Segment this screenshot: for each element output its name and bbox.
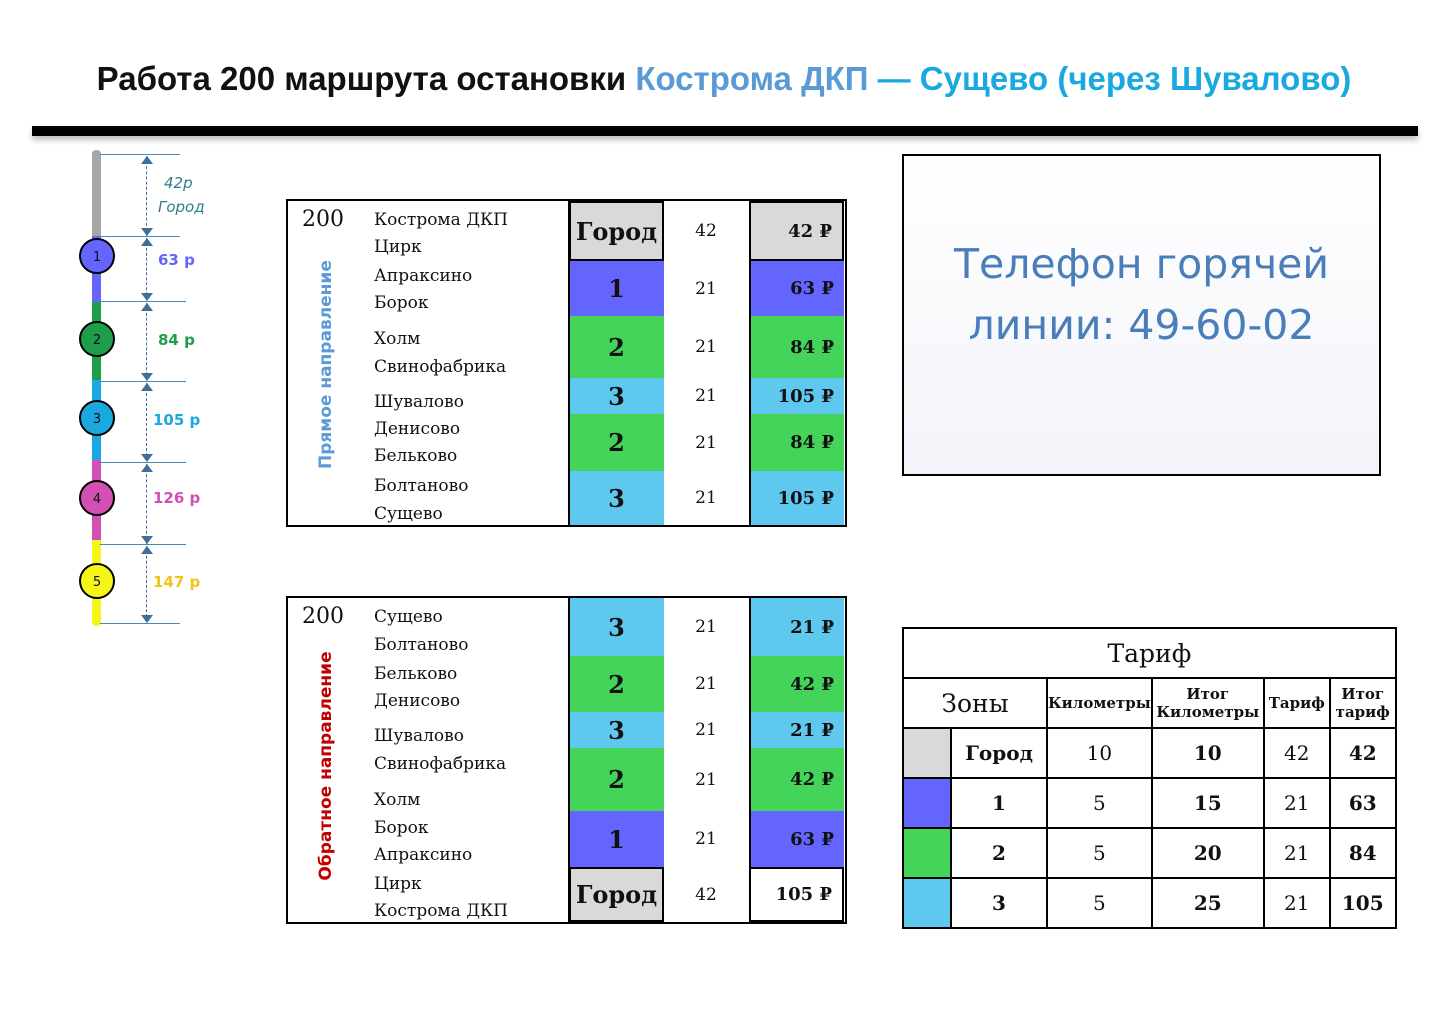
arrow-up-icon [141,546,153,554]
header-total-tariff: Итог тариф [1330,678,1396,728]
title-from: Кострома ДКП [635,60,869,97]
stop-name: Денисово [374,691,461,711]
stop-name: Цирк [374,874,422,894]
arrow-up-icon [141,238,153,246]
header-zones: Зоны [903,678,1047,728]
stop-name: Болтаново [374,635,469,655]
stop-name: Шувалово [374,726,464,746]
price-cell: 21 ₽ [749,712,844,748]
zone-1-price: 63 р [158,251,195,269]
page-title [0,60,1448,98]
price-cell: 42 ₽ [749,656,844,712]
km-cell: 21 [695,829,717,849]
title-dash: — [868,60,920,97]
column-divider [749,598,751,922]
arrow-down-icon [141,373,153,381]
stop-name: Борок [374,818,429,838]
km-cell: 21 [695,488,717,508]
zone-5-marker: 5 [79,563,115,599]
tariff-value: 21 [1264,778,1330,828]
km-cell: 21 [695,386,717,406]
stop-name: Холм [374,790,421,810]
stop-name: Денисово [374,419,461,439]
zone-cell: 2 [569,656,664,712]
city-label: Город [158,198,205,216]
forward-route-table [286,199,847,527]
stop-name: Сущево [374,607,443,627]
tariff-value: 42 [1264,728,1330,778]
tariff-total-km: 15 [1152,778,1264,828]
tariff-total: 84 [1330,828,1396,878]
arrow-up-icon [141,464,153,472]
price-cell: 105 ₽ [749,378,844,414]
header-total-km: Итог Километры [1152,678,1264,728]
km-cell: 21 [695,720,717,740]
tariff-km: 10 [1047,728,1152,778]
tariff-value: 21 [1264,828,1330,878]
boundary-line [100,462,186,463]
zone-5-price: 147 р [153,573,201,591]
zone-cell: 3 [569,598,664,656]
arrow-down-icon [141,536,153,544]
hotline-box [902,154,1381,476]
tariff-total: 63 [1330,778,1396,828]
km-cell: 42 [695,221,717,241]
span-arrow [146,156,147,236]
stop-name: Болтаново [374,476,469,496]
stop-name: Холм [374,329,421,349]
zone-color-swatch [903,728,951,778]
title-to: Сущево (через Шувалово) [919,60,1352,97]
price-cell: 63 ₽ [749,261,844,316]
column-divider [568,598,570,922]
stop-name: Сущево [374,504,443,524]
arrow-up-icon [141,383,153,391]
tariff-zone: 1 [951,778,1047,828]
price-cell: 84 ₽ [749,316,844,378]
km-cell: 21 [695,337,717,357]
stop-name: Бельково [374,664,458,684]
stop-name: Цирк [374,237,422,257]
price-cell: 21 ₽ [749,598,844,656]
tariff-total: 42 [1330,728,1396,778]
column-divider [568,201,570,525]
price-cell: 84 ₽ [749,414,844,471]
tariff-total-km: 20 [1152,828,1264,878]
tariff-zone: 3 [951,878,1047,928]
span-arrow [146,238,147,300]
header-km: Километры [1047,678,1152,728]
tariff-table [902,627,1397,929]
route-number: 200 [302,604,344,629]
zone-color-swatch [903,878,951,928]
zone-2-marker: 2 [79,321,115,357]
zone-cell: Город [569,201,664,261]
km-cell: 42 [695,884,717,905]
stop-name: Апраксино [374,266,473,286]
arrow-down-icon [141,228,153,236]
tariff-zone: Город [951,728,1047,778]
tariff-total: 105 [1330,878,1396,928]
stop-name: Бельково [374,446,458,466]
span-arrow [146,303,147,380]
route-number: 200 [302,207,344,232]
arrow-up-icon [141,303,153,311]
boundary-line [100,544,186,545]
tariff-title: Тариф [903,628,1396,678]
tariff-total-km: 25 [1152,878,1264,928]
span-arrow [146,546,147,622]
zone-color-swatch [903,778,951,828]
zone-3-price: 105 р [153,411,201,429]
hotline-text: Телефон горячей линии: 49-60-02 [953,239,1330,349]
city-price-label: 42р [164,174,193,192]
zone-cell: 2 [569,316,664,378]
column-divider [749,201,751,525]
tariff-zone: 2 [951,828,1047,878]
zone-4-price: 126 р [153,489,201,507]
city-segment [92,150,101,236]
zone-cell: 3 [569,378,664,414]
stop-name: Кострома ДКП [374,210,508,230]
zone-color-swatch [903,828,951,878]
boundary-line [100,301,186,302]
zone-cell: 2 [569,748,664,811]
zone-3-marker: 3 [79,400,115,436]
km-cell: 21 [695,432,717,453]
tariff-total-km: 10 [1152,728,1264,778]
arrow-up-icon [141,156,153,164]
arrow-down-icon [141,293,153,301]
tariff-km: 5 [1047,878,1152,928]
price-cell: 42 ₽ [749,201,844,261]
zone-1-marker: 1 [79,238,115,274]
boundary-line [100,381,186,382]
zone-cell: 2 [569,414,664,471]
zone-cell: 3 [569,471,664,525]
boundary-line [100,236,180,237]
km-cell: 21 [695,769,717,790]
span-arrow [146,464,147,544]
price-cell: 105 ₽ [749,471,844,525]
zone-cell: Город [569,867,664,922]
km-cell: 21 [695,278,717,299]
stop-name: Кострома ДКП [374,901,508,921]
zone-2-price: 84 р [158,331,195,349]
km-cell: 21 [695,617,717,637]
stop-name: Свинофабрика [374,754,507,774]
span-arrow [146,383,147,461]
arrow-down-icon [141,454,153,462]
backward-route-table [286,596,847,924]
tariff-km: 5 [1047,778,1152,828]
price-cell: 105 ₽ [749,867,844,922]
direction-label: Прямое направление [316,260,336,469]
zone-cell: 1 [569,261,664,316]
stop-name: Свинофабрика [374,357,507,377]
boundary-line [100,623,180,624]
price-cell: 42 ₽ [749,748,844,811]
stop-name: Борок [374,293,429,313]
direction-label: Обратное направление [316,651,336,881]
arrow-down-icon [141,615,153,623]
zone-4-marker: 4 [79,480,115,516]
header-tariff: Тариф [1264,678,1330,728]
title-prefix: Работа 200 маршрута остановки [96,60,636,97]
zone-cell: 3 [569,712,664,748]
stop-name: Апраксино [374,845,473,865]
price-cell: 63 ₽ [749,811,844,867]
boundary-line [100,154,180,155]
stop-name: Шувалово [374,392,464,412]
zone-cell: 1 [569,811,664,867]
km-cell: 21 [695,674,717,694]
tariff-value: 21 [1264,878,1330,928]
title-divider [32,126,1418,136]
tariff-km: 5 [1047,828,1152,878]
